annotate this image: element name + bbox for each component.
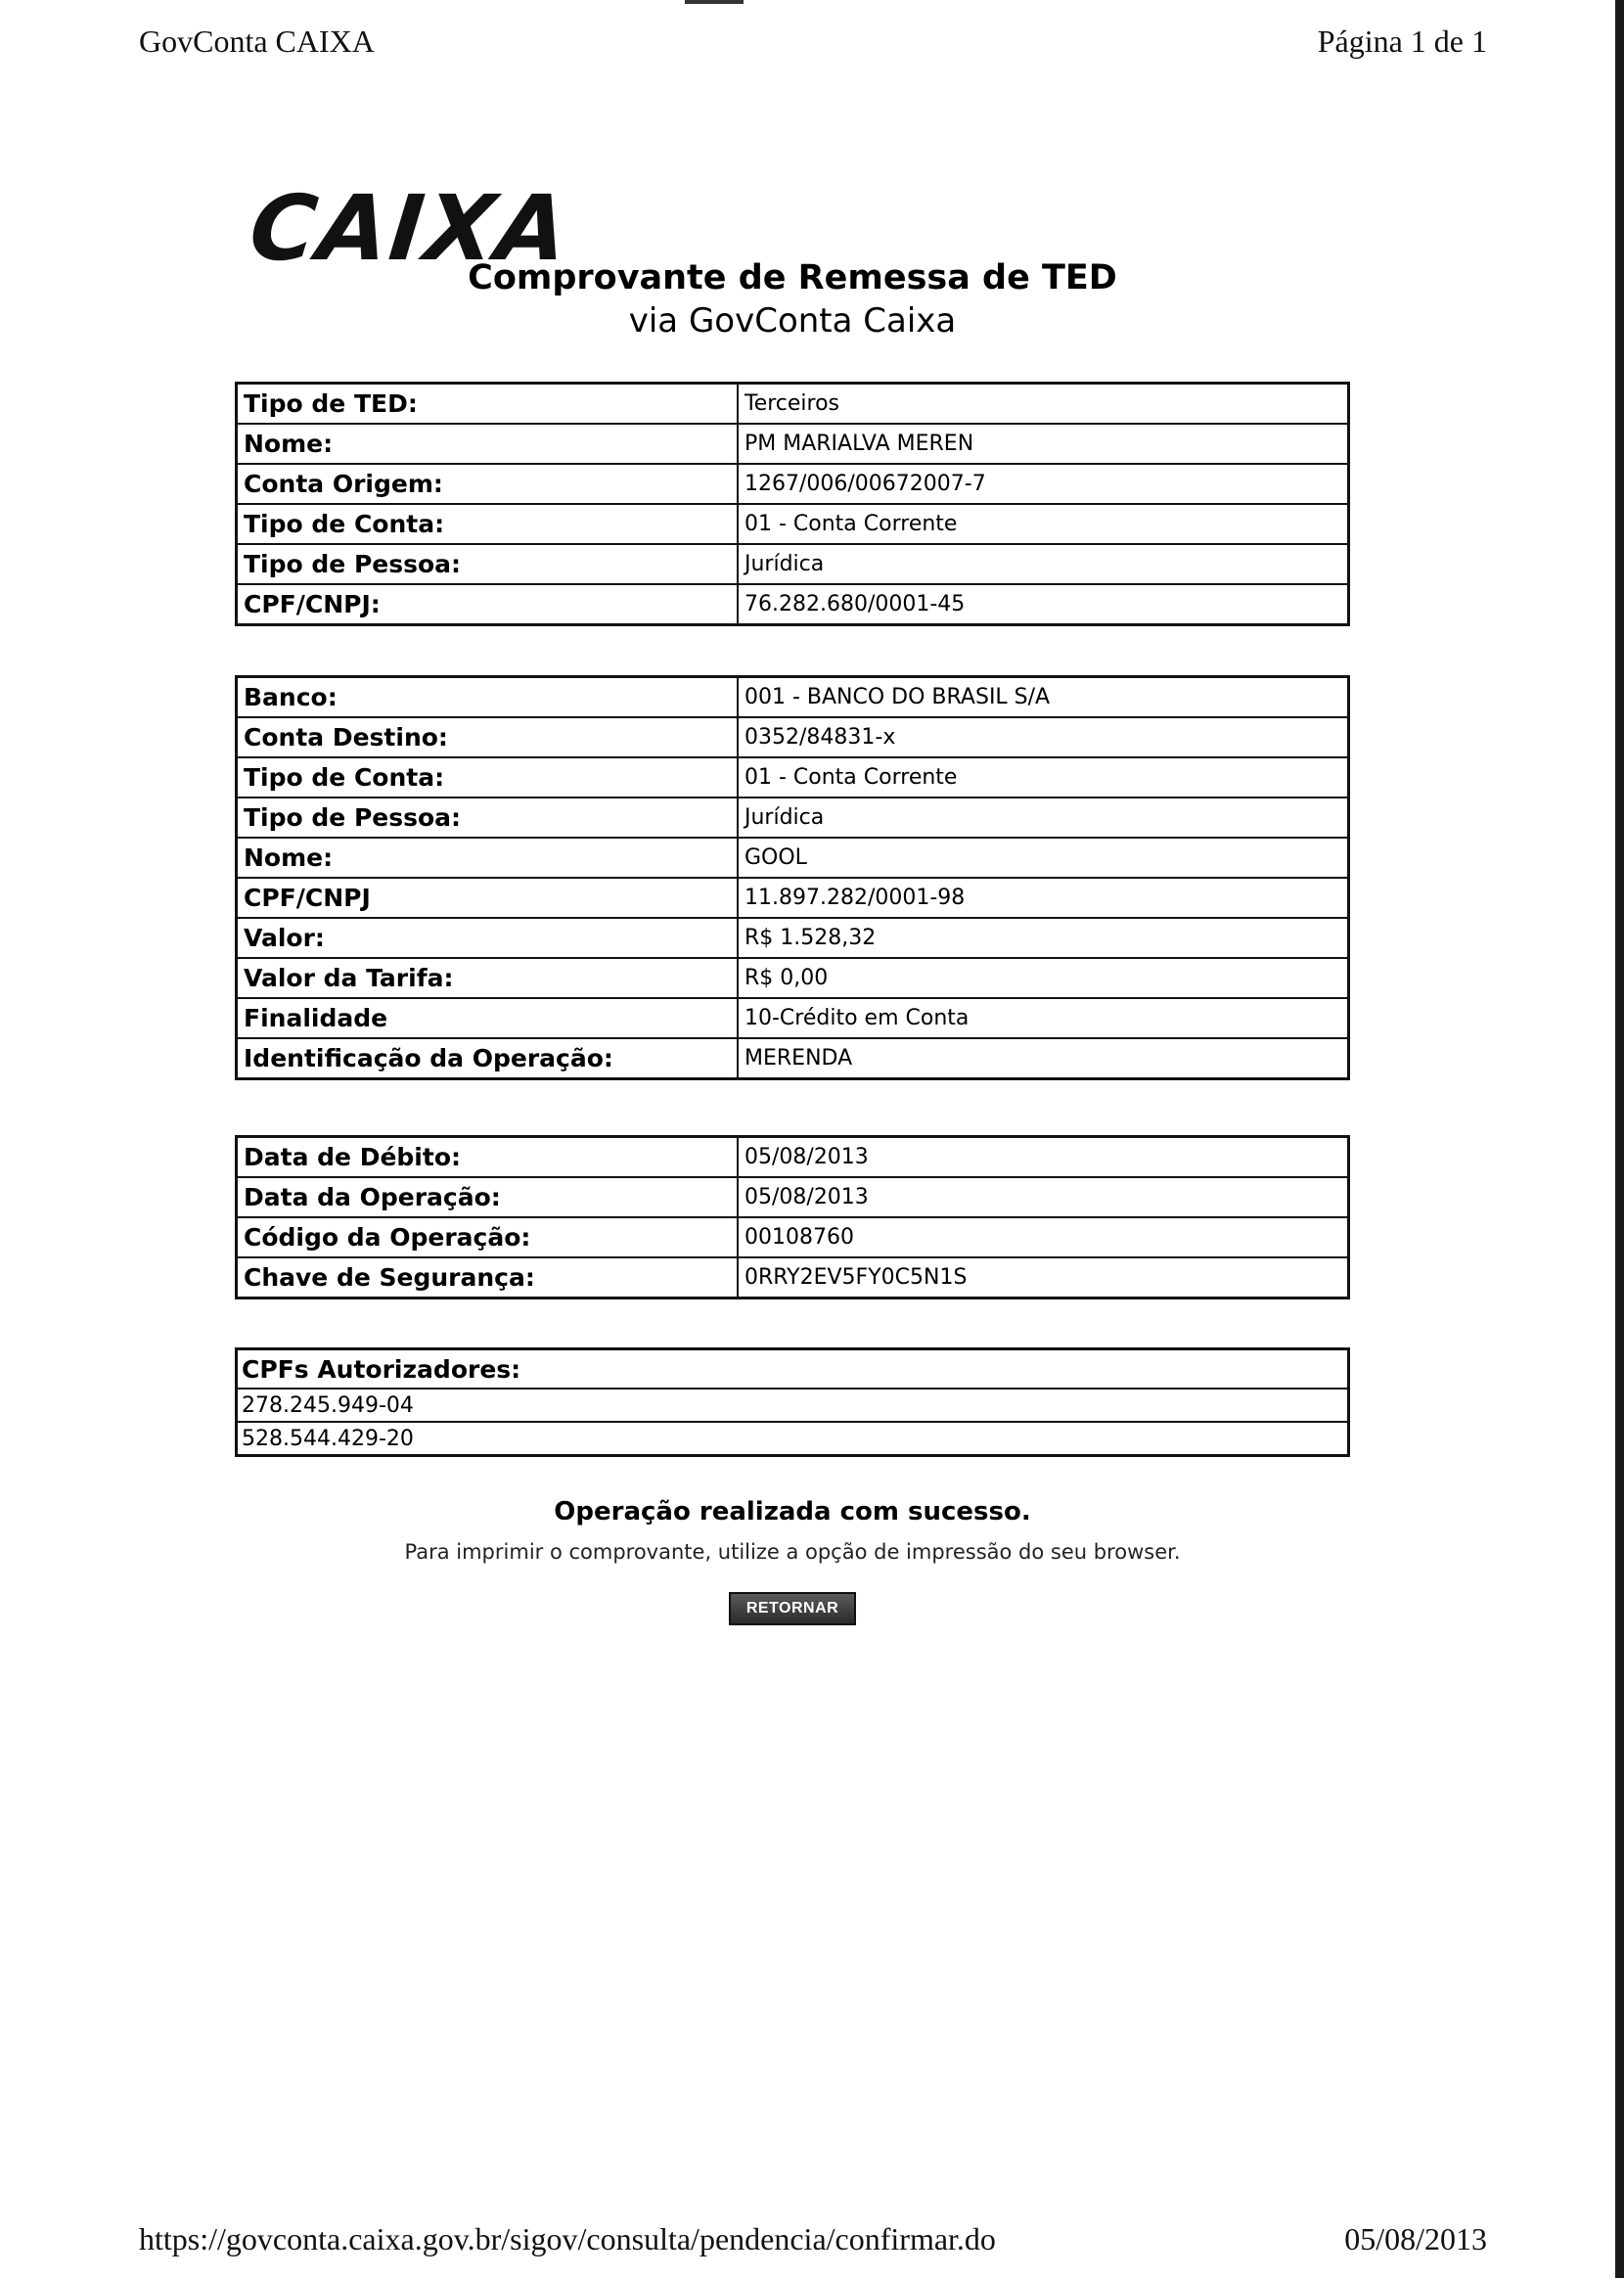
row-label: Identificação da Operação: bbox=[237, 1038, 739, 1079]
table-row bbox=[237, 544, 1349, 584]
print-hint: Para imprimir o comprovante, utilize a opção de impressão do seu browser. bbox=[404, 1540, 1181, 1564]
row-label: Conta Origem: bbox=[237, 464, 739, 504]
print-header-title: GovConta CAIXA bbox=[139, 23, 375, 59]
print-footer bbox=[139, 2221, 1487, 2257]
table-row bbox=[237, 918, 1349, 958]
row-label: Nome: bbox=[237, 838, 739, 878]
table-row bbox=[237, 677, 1349, 718]
cpf-value: 528.544.429-20 bbox=[237, 1422, 1349, 1456]
table-row bbox=[237, 424, 1349, 464]
origem-table bbox=[235, 382, 1350, 626]
table-row bbox=[237, 464, 1349, 504]
table-row bbox=[237, 838, 1349, 878]
row-label: Tipo de Pessoa: bbox=[237, 797, 739, 838]
row-value: 11.897.282/0001-98 bbox=[738, 878, 1349, 918]
row-label: Tipo de TED: bbox=[237, 384, 739, 425]
table-row bbox=[237, 757, 1349, 797]
row-value: 05/08/2013 bbox=[738, 1137, 1349, 1178]
row-value: 00108760 bbox=[738, 1217, 1349, 1257]
row-value: 05/08/2013 bbox=[738, 1177, 1349, 1217]
row-label: Tipo de Pessoa: bbox=[237, 544, 739, 584]
row-value: R$ 1.528,32 bbox=[738, 918, 1349, 958]
table-row bbox=[237, 584, 1349, 625]
table-row bbox=[237, 1422, 1349, 1456]
row-value: Terceiros bbox=[738, 384, 1349, 425]
table-row bbox=[237, 1177, 1349, 1217]
row-value: 1267/006/00672007-7 bbox=[738, 464, 1349, 504]
cpfs-table bbox=[235, 1347, 1350, 1457]
cpf-value: 278.245.949-04 bbox=[237, 1389, 1349, 1422]
table-row bbox=[237, 1349, 1349, 1390]
table-row bbox=[237, 1217, 1349, 1257]
row-value: 01 - Conta Corrente bbox=[738, 757, 1349, 797]
row-label: Data da Operação: bbox=[237, 1177, 739, 1217]
row-label: Tipo de Conta: bbox=[237, 757, 739, 797]
print-header bbox=[139, 23, 1487, 60]
row-label: CPF/CNPJ: bbox=[237, 584, 739, 625]
row-label: Banco: bbox=[237, 677, 739, 718]
table-row bbox=[237, 958, 1349, 998]
row-value: 76.282.680/0001-45 bbox=[738, 584, 1349, 625]
row-value: 0RRY2EV5FY0C5N1S bbox=[738, 1257, 1349, 1298]
row-label: Código da Operação: bbox=[237, 1217, 739, 1257]
table-row bbox=[237, 878, 1349, 918]
row-label: Nome: bbox=[237, 424, 739, 464]
row-value: Jurídica bbox=[738, 797, 1349, 838]
print-footer-date: 05/08/2013 bbox=[1344, 2221, 1487, 2256]
row-value: MERENDA bbox=[738, 1038, 1349, 1079]
row-label: Tipo de Conta: bbox=[237, 504, 739, 544]
operacao-table bbox=[235, 1135, 1350, 1299]
success-message: Operação realizada com sucesso. bbox=[554, 1497, 1031, 1526]
row-label: Valor da Tarifa: bbox=[237, 958, 739, 998]
print-header-page: Página 1 de 1 bbox=[1317, 23, 1487, 59]
scan-mark bbox=[685, 0, 744, 4]
row-label: Data de Débito: bbox=[237, 1137, 739, 1178]
row-value: 10-Crédito em Conta bbox=[738, 998, 1349, 1038]
row-value: 0352/84831-x bbox=[738, 717, 1349, 757]
row-label: Chave de Segurança: bbox=[237, 1257, 739, 1298]
table-row bbox=[237, 1137, 1349, 1178]
table-row bbox=[237, 797, 1349, 838]
table-row bbox=[237, 717, 1349, 757]
table-row bbox=[237, 1257, 1349, 1298]
row-value: R$ 0,00 bbox=[738, 958, 1349, 998]
destino-table bbox=[235, 675, 1350, 1080]
table-row bbox=[237, 998, 1349, 1038]
row-label: Valor: bbox=[237, 918, 739, 958]
row-label: CPF/CNPJ bbox=[237, 878, 739, 918]
page-title: Comprovante de Remessa de TED bbox=[468, 258, 1117, 297]
table-row bbox=[237, 1389, 1349, 1422]
row-value: PM MARIALVA MEREN bbox=[738, 424, 1349, 464]
table-row bbox=[237, 504, 1349, 544]
row-value: 001 - BANCO DO BRASIL S/A bbox=[738, 677, 1349, 718]
row-value: GOOL bbox=[738, 838, 1349, 878]
caixa-logo: CAIXA bbox=[245, 176, 574, 281]
table-row bbox=[237, 384, 1349, 425]
page-subtitle: via GovConta Caixa bbox=[628, 301, 957, 341]
row-value: Jurídica bbox=[738, 544, 1349, 584]
print-footer-url: https://govconta.caixa.gov.br/sigov/consulta/pendencia/confirmar.do bbox=[139, 2221, 996, 2256]
row-value: 01 - Conta Corrente bbox=[738, 504, 1349, 544]
retornar-button[interactable]: RETORNAR bbox=[729, 1592, 856, 1625]
row-label: Conta Destino: bbox=[237, 717, 739, 757]
row-label: Finalidade bbox=[237, 998, 739, 1038]
cpfs-header: CPFs Autorizadores: bbox=[237, 1349, 1349, 1390]
scan-edge bbox=[1615, 0, 1624, 2278]
table-row bbox=[237, 1038, 1349, 1079]
